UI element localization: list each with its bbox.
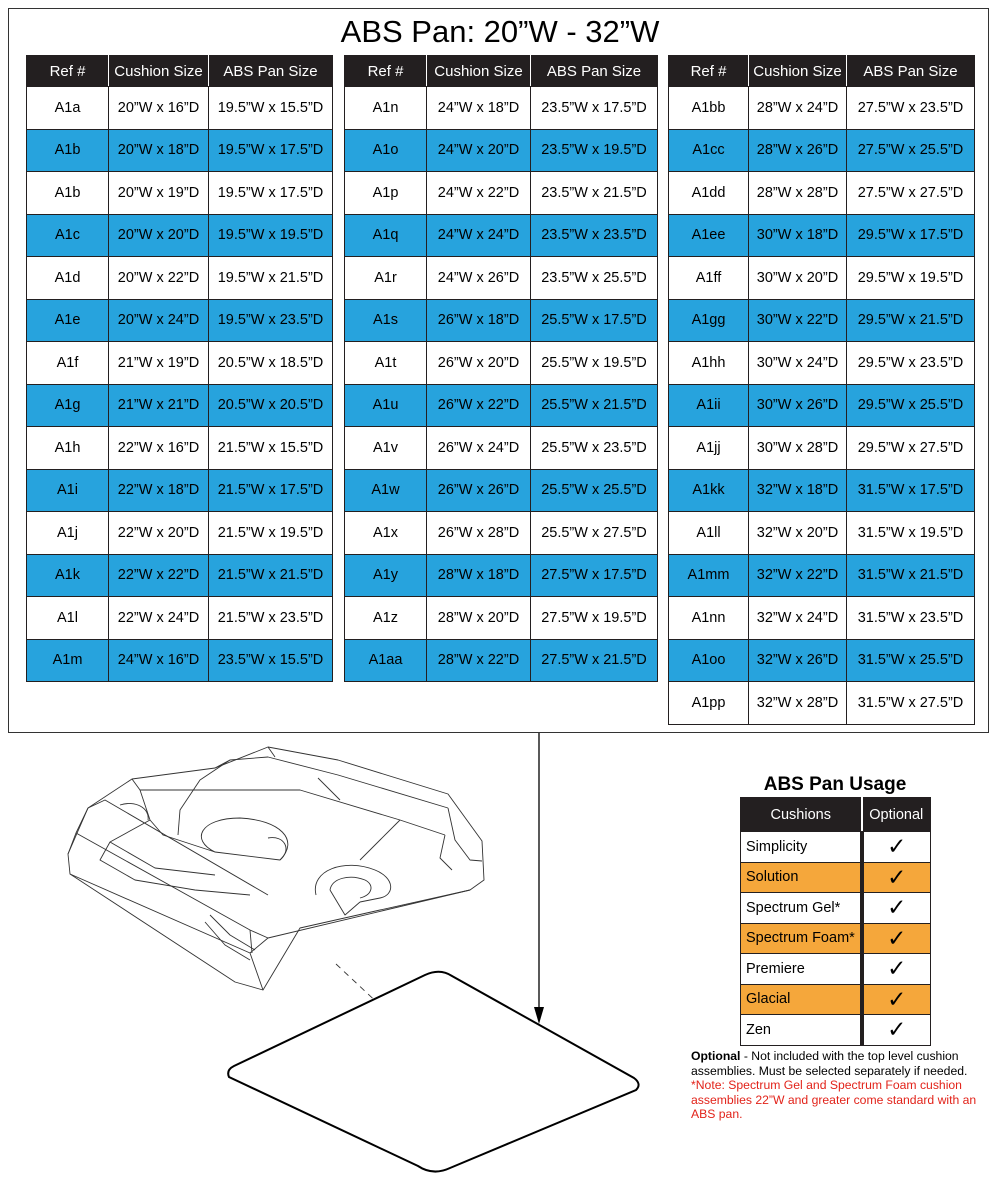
cell-cushion-size: 24”W x 16”D — [109, 639, 209, 682]
cell-cushion-size: 26”W x 18”D — [427, 299, 531, 342]
table-row — [345, 427, 658, 470]
cell-abs-pan-size: 23.5”W x 17.5”D — [531, 87, 658, 130]
cell-abs-pan-size: 19.5”W x 17.5”D — [209, 129, 333, 172]
cell-abs-pan-size: 23.5”W x 21.5”D — [531, 172, 658, 215]
cell-ref: A1p — [345, 172, 427, 215]
cell-ref: A1u — [345, 384, 427, 427]
table-row — [669, 427, 975, 470]
column-header-ref: Ref # — [27, 56, 109, 87]
table-row — [345, 257, 658, 300]
cell-ref: A1b — [27, 129, 109, 172]
cell-abs-pan-size: 25.5”W x 25.5”D — [531, 469, 658, 512]
usage-cushion-name: Solution — [741, 862, 862, 893]
cell-ref: A1r — [345, 257, 427, 300]
cell-abs-pan-size: 27.5”W x 17.5”D — [531, 554, 658, 597]
cell-ref: A1i — [27, 469, 109, 512]
cell-abs-pan-size: 23.5”W x 15.5”D — [209, 639, 333, 682]
table-row — [669, 554, 975, 597]
usage-row — [741, 1015, 931, 1046]
cell-cushion-size: 30”W x 20”D — [749, 257, 847, 300]
column-header-optional: Optional — [862, 798, 931, 832]
cell-abs-pan-size: 31.5”W x 25.5”D — [847, 639, 975, 682]
cell-ref: A1nn — [669, 597, 749, 640]
usage-row — [741, 923, 931, 954]
cell-ref: A1hh — [669, 342, 749, 385]
check-icon: ✓ — [862, 832, 931, 863]
table-row — [345, 299, 658, 342]
cell-abs-pan-size: 27.5”W x 21.5”D — [531, 639, 658, 682]
cell-cushion-size: 28”W x 18”D — [427, 554, 531, 597]
cell-abs-pan-size: 20.5”W x 20.5”D — [209, 384, 333, 427]
table-row — [345, 342, 658, 385]
cell-cushion-size: 24”W x 20”D — [427, 129, 531, 172]
table-row — [669, 257, 975, 300]
cell-ref: A1h — [27, 427, 109, 470]
cell-cushion-size: 26”W x 28”D — [427, 512, 531, 555]
cell-cushion-size: 20”W x 22”D — [109, 257, 209, 300]
cushion-illustration — [68, 747, 484, 990]
cell-cushion-size: 28”W x 26”D — [749, 129, 847, 172]
cell-abs-pan-size: 23.5”W x 19.5”D — [531, 129, 658, 172]
table-row — [27, 597, 333, 640]
cell-abs-pan-size: 31.5”W x 27.5”D — [847, 682, 975, 725]
cell-ref: A1gg — [669, 299, 749, 342]
table-row — [345, 172, 658, 215]
cell-ref: A1kk — [669, 469, 749, 512]
cell-cushion-size: 20”W x 19”D — [109, 172, 209, 215]
table-row — [669, 342, 975, 385]
cell-ref: A1q — [345, 214, 427, 257]
usage-row — [741, 862, 931, 893]
column-header-cushion-size: Cushion Size — [427, 56, 531, 87]
cell-abs-pan-size: 25.5”W x 23.5”D — [531, 427, 658, 470]
cell-ref: A1n — [345, 87, 427, 130]
table-row — [27, 384, 333, 427]
column-header-abs-pan-size: ABS Pan Size — [531, 56, 658, 87]
cell-cushion-size: 28”W x 22”D — [427, 639, 531, 682]
cell-cushion-size: 26”W x 26”D — [427, 469, 531, 512]
column-header-cushion-size: Cushion Size — [749, 56, 847, 87]
arrow-head-icon — [534, 1007, 544, 1024]
ref-table-3 — [668, 55, 975, 725]
cell-ref: A1ee — [669, 214, 749, 257]
page-title: ABS Pan: 20”W - 32”W — [340, 14, 660, 49]
cell-cushion-size: 32”W x 26”D — [749, 639, 847, 682]
cell-ref: A1a — [27, 87, 109, 130]
table-row — [669, 172, 975, 215]
usage-title: ABS Pan Usage — [763, 774, 907, 795]
cell-cushion-size: 21”W x 19”D — [109, 342, 209, 385]
cell-ref: A1bb — [669, 87, 749, 130]
cell-abs-pan-size: 21.5”W x 23.5”D — [209, 597, 333, 640]
usage-cushion-name: Premiere — [741, 954, 862, 985]
cell-abs-pan-size: 29.5”W x 25.5”D — [847, 384, 975, 427]
cell-ref: A1cc — [669, 129, 749, 172]
table-row — [669, 512, 975, 555]
cell-ref: A1z — [345, 597, 427, 640]
cell-abs-pan-size: 25.5”W x 17.5”D — [531, 299, 658, 342]
cell-ref: A1w — [345, 469, 427, 512]
cell-cushion-size: 32”W x 20”D — [749, 512, 847, 555]
table-row — [669, 299, 975, 342]
usage-row — [741, 893, 931, 924]
column-header-abs-pan-size: ABS Pan Size — [209, 56, 333, 87]
usage-table — [740, 797, 931, 1046]
cell-abs-pan-size: 20.5”W x 18.5”D — [209, 342, 333, 385]
cell-cushion-size: 22”W x 22”D — [109, 554, 209, 597]
table-row — [27, 299, 333, 342]
table-row — [669, 639, 975, 682]
cell-abs-pan-size: 29.5”W x 27.5”D — [847, 427, 975, 470]
table-row — [345, 469, 658, 512]
cell-cushion-size: 22”W x 20”D — [109, 512, 209, 555]
cell-cushion-size: 24”W x 24”D — [427, 214, 531, 257]
cell-cushion-size: 28”W x 20”D — [427, 597, 531, 640]
usage-row — [741, 832, 931, 863]
table-row — [345, 87, 658, 130]
table-row — [27, 554, 333, 597]
cell-cushion-size: 20”W x 24”D — [109, 299, 209, 342]
usage-cushion-name: Spectrum Foam* — [741, 923, 862, 954]
cell-abs-pan-size: 19.5”W x 15.5”D — [209, 87, 333, 130]
column-header-cushion-size: Cushion Size — [109, 56, 209, 87]
cell-abs-pan-size: 31.5”W x 19.5”D — [847, 512, 975, 555]
table-row — [27, 129, 333, 172]
cell-ref: A1m — [27, 639, 109, 682]
cell-abs-pan-size: 27.5”W x 25.5”D — [847, 129, 975, 172]
cell-abs-pan-size: 23.5”W x 25.5”D — [531, 257, 658, 300]
cell-abs-pan-size: 19.5”W x 23.5”D — [209, 299, 333, 342]
cell-cushion-size: 28”W x 28”D — [749, 172, 847, 215]
table-row — [27, 512, 333, 555]
cell-cushion-size: 30”W x 28”D — [749, 427, 847, 470]
table-row — [27, 342, 333, 385]
cell-abs-pan-size: 25.5”W x 19.5”D — [531, 342, 658, 385]
table-row — [669, 129, 975, 172]
cell-cushion-size: 32”W x 24”D — [749, 597, 847, 640]
check-icon: ✓ — [862, 984, 931, 1015]
cell-ref: A1pp — [669, 682, 749, 725]
cell-abs-pan-size: 23.5”W x 23.5”D — [531, 214, 658, 257]
table-row — [345, 639, 658, 682]
table-row — [345, 554, 658, 597]
cell-ref: A1mm — [669, 554, 749, 597]
cell-ref: A1aa — [345, 639, 427, 682]
cell-cushion-size: 21”W x 21”D — [109, 384, 209, 427]
cell-cushion-size: 24”W x 26”D — [427, 257, 531, 300]
cell-abs-pan-size: 27.5”W x 19.5”D — [531, 597, 658, 640]
cell-ref: A1e — [27, 299, 109, 342]
cell-cushion-size: 22”W x 24”D — [109, 597, 209, 640]
cell-ref: A1c — [27, 214, 109, 257]
cell-abs-pan-size: 25.5”W x 21.5”D — [531, 384, 658, 427]
cell-abs-pan-size: 29.5”W x 21.5”D — [847, 299, 975, 342]
cell-abs-pan-size: 21.5”W x 21.5”D — [209, 554, 333, 597]
ref-table-2 — [344, 55, 658, 682]
usage-cushion-name: Simplicity — [741, 832, 862, 863]
table-row — [27, 87, 333, 130]
table-row — [345, 597, 658, 640]
table-row — [669, 682, 975, 725]
cell-abs-pan-size: 31.5”W x 17.5”D — [847, 469, 975, 512]
cell-abs-pan-size: 19.5”W x 19.5”D — [209, 214, 333, 257]
note-red-text: *Note: Spectrum Gel and Spectrum Foam cushion assemblies 22”W and greater come standard with an ABS pan. — [691, 1078, 977, 1121]
usage-note — [691, 1049, 991, 1122]
check-icon: ✓ — [862, 1015, 931, 1046]
cell-ref: A1ll — [669, 512, 749, 555]
cell-abs-pan-size: 31.5”W x 21.5”D — [847, 554, 975, 597]
usage-row — [741, 984, 931, 1015]
table-row — [27, 427, 333, 470]
cell-ref: A1j — [27, 512, 109, 555]
check-icon: ✓ — [862, 893, 931, 924]
cell-abs-pan-size: 21.5”W x 15.5”D — [209, 427, 333, 470]
cell-ref: A1o — [345, 129, 427, 172]
table-row — [345, 512, 658, 555]
table-row — [669, 87, 975, 130]
cell-abs-pan-size: 31.5”W x 23.5”D — [847, 597, 975, 640]
table-row — [27, 172, 333, 215]
table-row — [345, 214, 658, 257]
cell-abs-pan-size: 27.5”W x 23.5”D — [847, 87, 975, 130]
table-row — [345, 384, 658, 427]
cell-cushion-size: 30”W x 26”D — [749, 384, 847, 427]
cell-cushion-size: 26”W x 22”D — [427, 384, 531, 427]
usage-cushion-name: Spectrum Gel* — [741, 893, 862, 924]
cell-ref: A1b — [27, 172, 109, 215]
usage-cushion-name: Glacial — [741, 984, 862, 1015]
cell-abs-pan-size: 29.5”W x 17.5”D — [847, 214, 975, 257]
check-icon: ✓ — [862, 954, 931, 985]
cell-cushion-size: 24”W x 22”D — [427, 172, 531, 215]
cell-ref: A1oo — [669, 639, 749, 682]
cell-ref: A1s — [345, 299, 427, 342]
table-row — [27, 469, 333, 512]
cell-ref: A1ii — [669, 384, 749, 427]
usage-row — [741, 954, 931, 985]
table-row — [27, 214, 333, 257]
cell-ref: A1y — [345, 554, 427, 597]
abs-pan-illustration — [228, 972, 638, 1172]
cell-ref: A1d — [27, 257, 109, 300]
cell-cushion-size: 32”W x 28”D — [749, 682, 847, 725]
cell-abs-pan-size: 21.5”W x 17.5”D — [209, 469, 333, 512]
cell-ref: A1dd — [669, 172, 749, 215]
cell-ref: A1ff — [669, 257, 749, 300]
table-row — [27, 257, 333, 300]
cell-ref: A1jj — [669, 427, 749, 470]
cell-cushion-size: 20”W x 18”D — [109, 129, 209, 172]
cell-cushion-size: 24”W x 18”D — [427, 87, 531, 130]
table-row — [345, 129, 658, 172]
note-optional-label: Optional — [691, 1049, 741, 1063]
cell-cushion-size: 22”W x 18”D — [109, 469, 209, 512]
cell-cushion-size: 28”W x 24”D — [749, 87, 847, 130]
table-row — [669, 384, 975, 427]
column-header-ref: Ref # — [345, 56, 427, 87]
cell-ref: A1f — [27, 342, 109, 385]
projection-line — [336, 964, 430, 1052]
cell-cushion-size: 20”W x 16”D — [109, 87, 209, 130]
cell-cushion-size: 22”W x 16”D — [109, 427, 209, 470]
table-row — [669, 214, 975, 257]
cell-abs-pan-size: 29.5”W x 23.5”D — [847, 342, 975, 385]
cell-cushion-size: 26”W x 20”D — [427, 342, 531, 385]
cell-ref: A1v — [345, 427, 427, 470]
cell-abs-pan-size: 27.5”W x 27.5”D — [847, 172, 975, 215]
cell-cushion-size: 30”W x 22”D — [749, 299, 847, 342]
cell-ref: A1g — [27, 384, 109, 427]
check-icon: ✓ — [862, 862, 931, 893]
cell-abs-pan-size: 19.5”W x 21.5”D — [209, 257, 333, 300]
column-header-abs-pan-size: ABS Pan Size — [847, 56, 975, 87]
cell-ref: A1t — [345, 342, 427, 385]
cell-abs-pan-size: 25.5”W x 27.5”D — [531, 512, 658, 555]
cell-ref: A1k — [27, 554, 109, 597]
cell-cushion-size: 30”W x 18”D — [749, 214, 847, 257]
check-icon: ✓ — [862, 923, 931, 954]
cell-cushion-size: 32”W x 22”D — [749, 554, 847, 597]
cell-abs-pan-size: 21.5”W x 19.5”D — [209, 512, 333, 555]
cell-ref: A1x — [345, 512, 427, 555]
cell-cushion-size: 32”W x 18”D — [749, 469, 847, 512]
table-row — [669, 597, 975, 640]
note-optional-text: - Not included with the top level cushion assemblies. Must be selected separately if needed. — [691, 1049, 968, 1078]
column-header-ref: Ref # — [669, 56, 749, 87]
ref-table-1 — [26, 55, 333, 682]
cell-ref: A1l — [27, 597, 109, 640]
column-header-cushions: Cushions — [741, 798, 862, 832]
cell-cushion-size: 30”W x 24”D — [749, 342, 847, 385]
cell-abs-pan-size: 29.5”W x 19.5”D — [847, 257, 975, 300]
cell-abs-pan-size: 19.5”W x 17.5”D — [209, 172, 333, 215]
usage-cushion-name: Zen — [741, 1015, 862, 1046]
cell-cushion-size: 20”W x 20”D — [109, 214, 209, 257]
table-row — [27, 639, 333, 682]
cell-cushion-size: 26”W x 24”D — [427, 427, 531, 470]
table-row — [669, 469, 975, 512]
